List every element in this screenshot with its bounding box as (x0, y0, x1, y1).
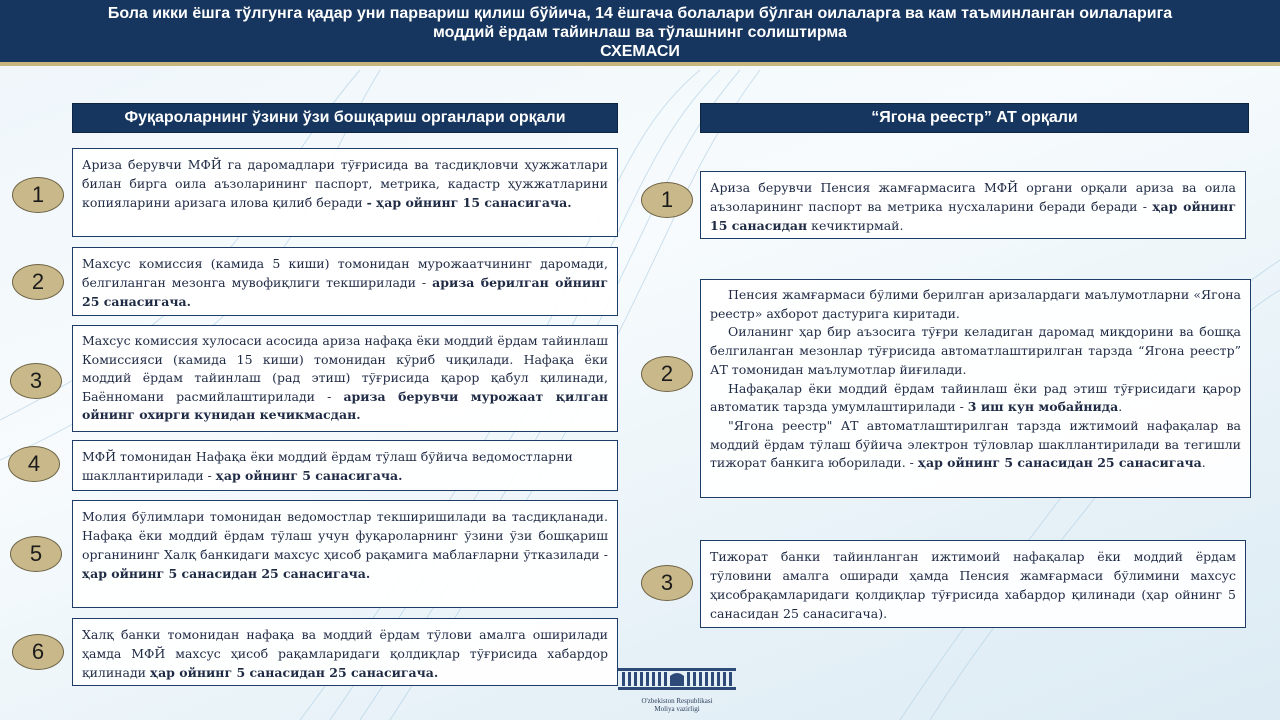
left-column-title: Фуқароларнинг ўзини ўзи бошқариш органлари орқали (72, 103, 618, 133)
right-step-3-box (700, 540, 1246, 628)
header-title-line3: СХЕМАСИ (600, 43, 680, 60)
left-step-5-deadline: ҳар ойнинг 5 санасидан 25 санасигача. (82, 566, 371, 581)
left-step-1-deadline: - ҳар ойнинг 15 санасигача. (366, 195, 572, 210)
logo-line2: Moliya vazirligi (654, 705, 700, 713)
left-step-4-deadline: ҳар ойнинг 5 санасигача. (215, 468, 403, 483)
left-step-2-text: Махсус комиссия (камида 5 киши) томонидан мурожаатчининг даромади, белгиланган мезонга мувофиқлиги текширилади - (82, 256, 608, 290)
right-step-2-para-3-tail: . (1118, 399, 1123, 415)
left-step-4-text: МФЙ томонидан Нафақа ёки моддий ёрдам тўлаш бўйича ведомостларни шакллантирилади - (82, 449, 573, 483)
left-step-4-box (72, 440, 618, 491)
right-step-2-para-4 (710, 417, 1241, 473)
ministry-logo (617, 668, 737, 720)
right-step-2-badge: 2 (641, 356, 693, 392)
left-step-6-text: Халқ банки томонидан нафақа ва моддий ёрдам тўлови амалга оширилади ҳамда МФЙ махсус ҳисоб рақамларидаги қолдиқлар тўғрисида хабардор қилинади (82, 627, 608, 680)
right-step-1-tail: кечиктирмай. (807, 218, 904, 233)
right-column-title: “Ягона реестр” АТ орқали (700, 103, 1249, 133)
logo-line1: O'zbekiston Respublikasi (641, 697, 713, 705)
left-step-5-text: Молия бўлимлари томонидан ведомостлар текширишилади ва тасдиқланади. Нафақа ёки моддий ёрдам тўлаш учун фуқароларнинг ўзини ўзи бошқариш органининг Халқ банкидаги махсус ҳисоб рақамига маблағларни ўтказилади - (82, 509, 608, 562)
right-step-2-para-3-deadline: 3 иш кун мобайнида (967, 399, 1119, 415)
left-step-1-text: Ариза берувчи МФЙ га даромадлари тўғрисида ва тасдиқловчи ҳужжатлари билан бирга оила аъзоларининг паспорт, метрика, кадастр ҳужжатларини копияларини аризага илова қилиб беради (82, 157, 608, 210)
left-step-6-deadline: ҳар ойнинг 5 санасидан 25 санасигача. (149, 665, 439, 680)
left-step-6-box (72, 618, 618, 686)
right-step-2-para-4-text: "Ягона реестр" АТ автоматлаштирилган тарзда ижтимоий нафақалар ва моддий ёрдам тўлаш бўйича электрон тўловлар шакллантирилади ва тегишли тижорат банкига юборилади. - (710, 417, 1241, 471)
right-step-3-text: Тижорат банки тайинланган ижтимоий нафақалар ёки моддий ёрдам тўловини амалга оширади ҳамда Пенсия жамғармаси бўлимини махсус ҳисобрақамларидаги қолдиқлар тўғрисида хабардор қилинади (ҳар ойнинг 5 санасидан 25 санасигача). (710, 549, 1236, 621)
left-step-2-box (72, 247, 618, 316)
right-step-1-deadline: ҳар ойнинг 15 санасидан (710, 199, 1236, 233)
header-title-line1: Бола икки ёшга тўлгунга қадар уни парвариш қилиш бўйича, 14 ёшгача болалари бўлган оилаларга ва кам таъминланган оилаларига (107, 5, 1173, 22)
left-step-5-box (72, 500, 618, 608)
left-step-5-badge: 5 (10, 536, 62, 572)
left-step-1-badge: 1 (12, 177, 64, 213)
left-step-3-badge: 3 (10, 363, 62, 399)
building-icon (618, 668, 736, 690)
left-step-3-box (72, 325, 618, 432)
header-title-line2: моддий ёрдам тайинлаш ва тўлашнинг солиштирма (433, 24, 847, 41)
left-step-2-deadline: ариза берилган ойнинг 25 санасигача. (82, 275, 608, 309)
right-step-2-para-4-tail: . (1201, 455, 1206, 471)
right-step-1-text: Ариза берувчи Пенсия жамғармасига МФЙ органи орқали ариза ва оила аъзоларининг паспорт ва метрика нусхаларини беради беради - (710, 180, 1236, 214)
right-step-2-para-3 (710, 380, 1241, 417)
right-step-1-box (700, 171, 1246, 239)
left-step-2-badge: 2 (12, 264, 64, 300)
right-step-2-box (700, 279, 1251, 498)
right-step-2-para-1: Пенсия жамғармаси бўлими берилган аризалардаги маълумотларни «Ягона реестр» ахборот дастурига киритади. (710, 287, 1241, 321)
right-step-3-badge: 3 (641, 565, 693, 601)
left-step-6-badge: 6 (12, 634, 64, 670)
right-step-2-para-3-text: Нафақалар ёки моддий ёрдам тайинлаш ёки рад этиш тўғрисидаги қарор автоматик тарзда умумлаштирилади - (710, 380, 1241, 415)
page-header (0, 0, 1280, 66)
right-step-2-para-4-deadline: ҳар ойнинг 5 санасидан 25 санасигача (917, 455, 1202, 471)
left-step-3-text: Махсус комиссия хулосаси асосида ариза нафақа ёки моддий ёрдам тайинлаш Комиссияси (камида 15 киши) томонидан кўриб чиқилади. Нафақа ёки моддий ёрдам тайинлаш (рад этиш) тўғрисида қарор қабул қилинади, Баённомани расмийлаштирилади - (82, 333, 608, 404)
left-step-1-box (72, 148, 618, 237)
left-step-3-deadline: ариза берувчи мурожаат қилган ойнинг охирги кунидан кечикмасдан. (82, 388, 608, 422)
right-step-1-badge: 1 (641, 182, 693, 218)
left-step-4-badge: 4 (8, 446, 60, 482)
right-step-2-para-2: Оиланинг ҳар бир аъзосига тўғри келадиган даромад миқдорини ва бошқа белгиланган мезонлар тўғрисида автоматлаштирилган тарзда “Ягона реестр” АТ томонидан маълумотлар йиғилади. (710, 324, 1241, 377)
